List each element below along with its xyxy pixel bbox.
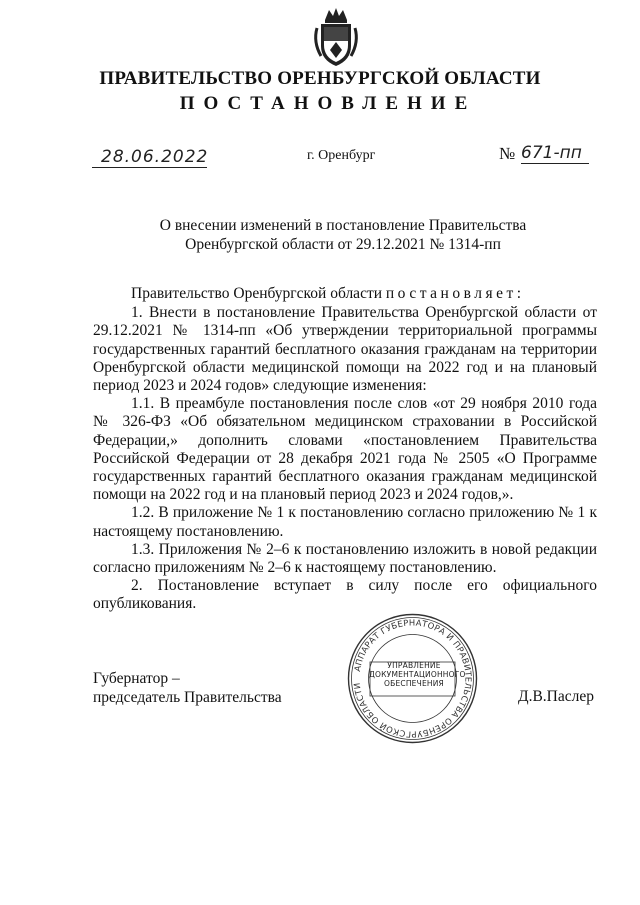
document-subject: [120, 216, 566, 254]
stamp-ring-text: АППАРАТ ГУБЕРНАТОРА И ПРАВИТЕЛЬСТВА ОРЕНБУРГСКОЙ ОБЛАСТИ: [351, 617, 474, 740]
subject-line: О внесении изменений в постановление Правительства: [159, 217, 527, 234]
number-underline: [521, 163, 589, 164]
paragraph-1-1: 1.1. В преамбуле постановления после слов «от 29 ноября 2010 года № 326-ФЗ «Об обязательном медицинском страховании в Российской Федерации,» дополнить словами «постановлением Правительства Российской Федерации от 28 декабря 2021 года № 2505 «О Программе государственных гарантий бесплатного оказания гражданам медицинской помощи на 2022 год и на плановый период 2023 и 2024 годов,».: [93, 395, 597, 504]
document-number: 671-пп: [521, 143, 582, 163]
paragraph-1: 1. Внести в постановление Правительства Оренбургской области от 29.12.2021 № 1314-пп «Об утверждении территориальной программы государственных гарантий бесплатного оказания гражданам на территории Оренбургской области медицинской помощи на 2022 год и на плановый период 2023 и 2024 годов» следующие изменения:: [93, 304, 597, 395]
preamble-verb: постановляет: [385, 285, 517, 302]
stamp-center-line: ОБЕСПЕЧЕНИЯ: [384, 679, 444, 688]
preamble-colon: :: [516, 285, 522, 302]
document-type-title: ПОСТАНОВЛЕНИЕ: [179, 93, 477, 114]
subject-line: Оренбургской области от 29.12.2021 № 1314-пп: [185, 236, 501, 253]
document-number-prefix: №: [499, 144, 516, 163]
paragraph-1-3: 1.3. Приложения № 2–6 к постановлению изложить в новой редакции согласно приложениям № 2–6 к настоящему постановлению.: [93, 540, 597, 577]
paragraph-2: 2. Постановление вступает в силу после его официального опубликования.: [93, 577, 597, 613]
coat-of-arms-icon: [311, 6, 361, 68]
stamp-center-line: ДОКУМЕНТАЦИОННОГО: [369, 670, 466, 679]
signer-title-line: председатель Правительства: [93, 689, 282, 706]
paragraph-1-2: 1.2. В приложение № 1 к постановлению согласно приложению № 1 к настоящему постановлению.: [93, 504, 597, 540]
document-body: [93, 285, 597, 614]
preamble-text: Правительство Оренбургской области: [131, 285, 386, 302]
signer-name: Д.В.Паслер: [518, 688, 594, 705]
stamp-center-line: УПРАВЛЕНИЕ: [387, 661, 441, 670]
date-underline: [92, 167, 207, 168]
stamp-center-text: [369, 661, 466, 688]
document-city: г. Оренбург: [307, 148, 376, 163]
signer-title: [93, 669, 282, 707]
document-date: 28.06.2022: [101, 147, 209, 167]
signer-title-line: Губернатор –: [93, 670, 180, 687]
preamble-paragraph: [93, 285, 597, 303]
government-title: ПРАВИТЕЛЬСТВО ОРЕНБУРГСКОЙ ОБЛАСТИ: [99, 68, 541, 89]
